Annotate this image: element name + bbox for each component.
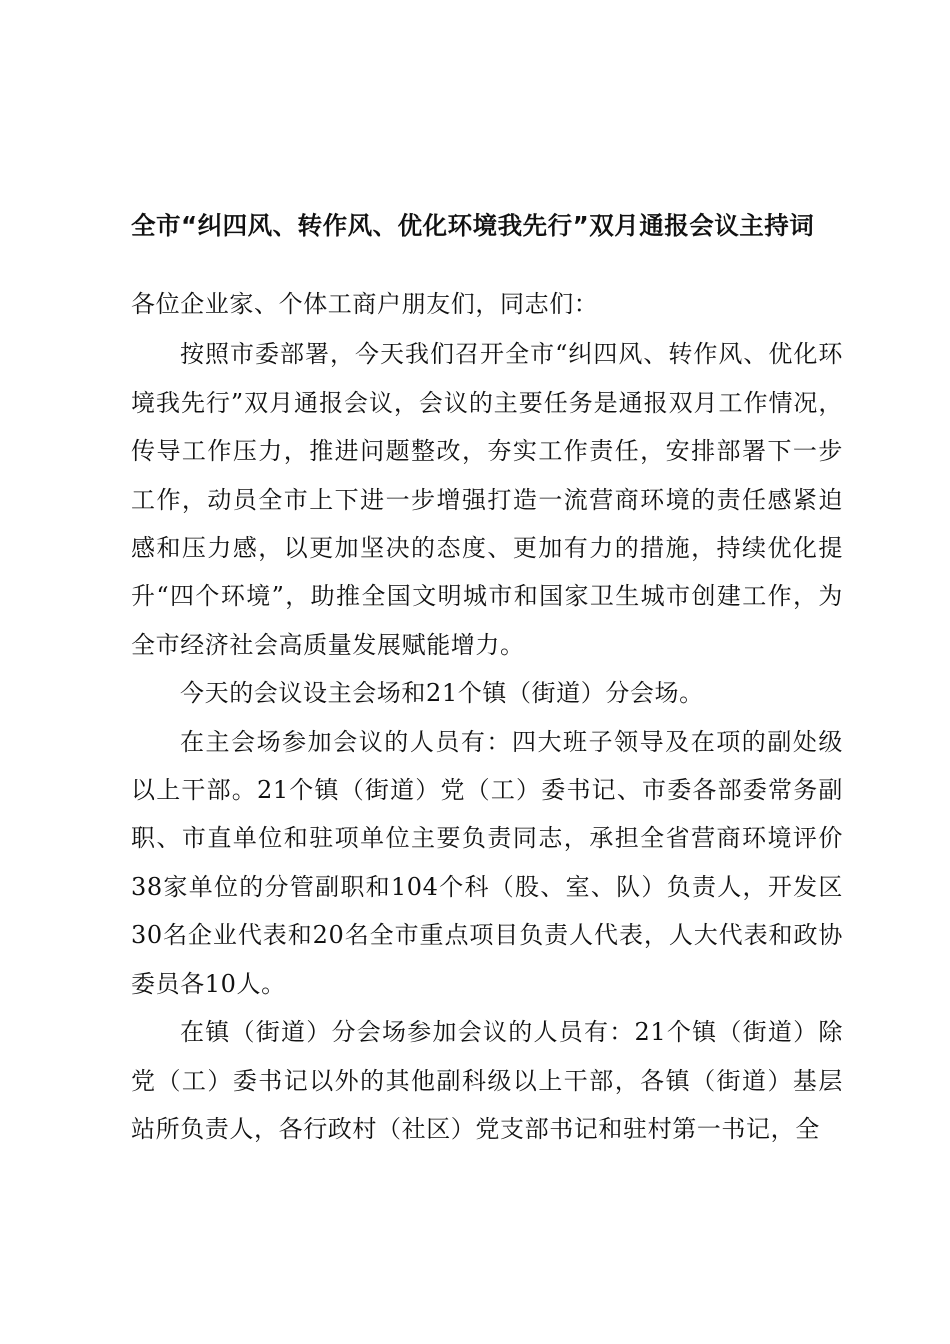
document-title: 全市“纠四风、转作风、优化环境我先行”双月通报会议主持词 [131,211,815,240]
greeting-line: 各位企业家、个体工商户朋友们，同志们： [131,290,599,318]
paragraph-venues: 今天的会议设主会场和21个镇（街道）分会场。 [180,679,704,708]
paragraph-branch-venue-attendees: 在镇（街道）分会场参加会议的人员有：21个镇（街道）除党（工）委书记以外的其他副科级以上干部，各镇（街道）基层站所负责人，各行政村（社区）党支部书记和驻村第一书记，全 [131,1018,843,1143]
paragraph-meeting-purpose: 按照市委部署，今天我们召开全市“纠四风、转作风、优化环境我先行”双月通报会议，会议的主要任务是通报双月工作情况，传导工作压力，推进问题整改，夯实工作责任，安排部署下一步工作，动员全市上下进一步增强打造一流营商环境的责任感紧迫感和压力感，以更加坚决的态度、更加有力的措施，持续优化提升“四个环境”，助推全国文明城市和国家卫生城市创建工作，为全市经济社会高质量发展赋能增力。 [131,340,843,659]
paragraph-main-venue-attendees: 在主会场参加会议的人员有：四大班子领导及在项的副处级以上干部。21个镇（街道）党（工）委书记、市委各部委常务副职、市直单位和驻项单位主要负责同志，承担全省营商环境评价38家单位的分管副职和104个科（股、室、队）负责人，开发区30名企业代表和20名全市重点项目负责人代表，人大代表和政协委员各10人。 [131,727,843,998]
document-body [131,280,843,1153]
